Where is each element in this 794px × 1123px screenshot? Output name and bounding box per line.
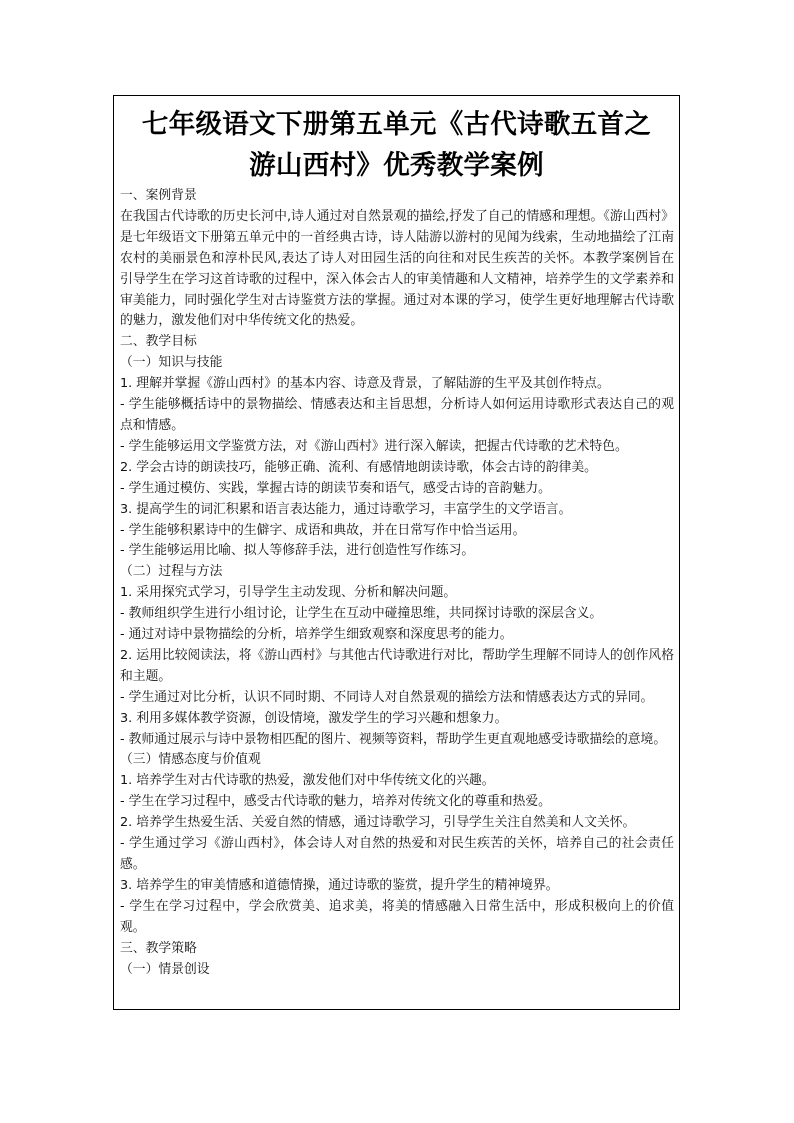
list-item: - 学生能够运用比喻、拟人等修辞手法，进行创造性写作练习。 [120, 543, 475, 559]
list-item: - 学生通过学习《游山西村》，体会诗人对自然的热爱和对民生疾苦的关怀，培养自己的社会责任感。 [120, 836, 674, 872]
title-line-1: 七年级语文下册第五单元《古代诗歌五首之 [141, 109, 652, 140]
subheading-knowledge-skills: （一）知识与技能 [120, 355, 223, 371]
list-item: - 通过对诗中景物描绘的分析，培养学生细致观察和深度思考的能力。 [120, 627, 513, 643]
list-item: - 教师通过展示与诗中景物相匹配的图片、视频等资料，帮助学生更直观地感受诗歌描绘的意境。 [120, 731, 667, 747]
list-item: 3. 提高学生的词汇积累和语言表达能力，通过诗歌学习，丰富学生的文学语言。 [120, 501, 572, 517]
subheading-process-methods: （二）过程与方法 [120, 564, 223, 580]
subheading-values: （三）情感态度与价值观 [120, 752, 261, 768]
section-heading-background: 一、案例背景 [120, 188, 197, 203]
document-title [114, 96, 679, 186]
list-item: - 学生能够概括诗中的景物描绘、情感表达和主旨思想，分析诗人如何运用诗歌形式表达自己的观点和情感。 [120, 397, 674, 433]
background-paragraph: 在我国古代诗歌的历史长河中,诗人通过对自然景观的描绘,抒发了自己的情感和理想。《游山西村》是七年级语文下册第五单元中的一首经典古诗，诗人陆游以游村的见闻为线索，生动地描绘了江南农村的美丽景色和淳朴民风,表达了诗人对田园生活的向往和对民生疾苦的关怀。本教学案例旨在引导学生在学习这首诗歌的过程中，深入体会古人的审美情趣和人文精神，培养学生的文学素养和审美能力，同时强化学生对古诗鉴赏方法的掌握。通过对本课的学习，使学生更好地理解古代诗歌的魅力，激发他们对中华传统文化的热爱。 [120, 208, 674, 329]
list-item: - 学生通过模仿、实践，掌握古诗的朗读节奏和语气，感受古诗的音韵魅力。 [120, 480, 551, 496]
list-item: 1. 采用探究式学习，引导学生主动发现、分析和解决问题。 [120, 585, 457, 601]
document-table [113, 95, 680, 1010]
list-item: - 学生能够积累诗中的生僻字、成语和典故，并在日常写作中恰当运用。 [120, 522, 526, 538]
list-item: - 学生在学习过程中，感受古代诗歌的魅力，培养对传统文化的尊重和热爱。 [120, 794, 551, 810]
list-item: 3. 利用多媒体教学资源，创设情境，激发学生的学习兴趣和想象力。 [120, 710, 508, 726]
section-heading-strategies: 三、教学策略 [120, 940, 197, 956]
list-item: - 学生通过对比分析，认识不同时期、不同诗人对自然景观的描绘方法和情感表达方式的异同。 [120, 689, 654, 705]
list-item: 1. 理解并掌握《游山西村》的基本内容、诗意及背景，了解陆游的生平及其创作特点。 [120, 376, 610, 392]
list-item: - 教师组织学生进行小组讨论，让学生在互动中碰撞思维，共同探讨诗歌的深层含义。 [120, 606, 603, 622]
list-item: 2. 运用比较阅读法，将《游山西村》与其他古代诗歌进行对比，帮助学生理解不同诗人的创作风格和主题。 [120, 647, 674, 684]
list-item: 2. 学会古诗的朗读技巧，能够正确、流利、有感情地朗读诗歌，体会古诗的韵律美。 [120, 459, 597, 475]
document-body [114, 186, 679, 980]
section-heading-objectives: 二、教学目标 [120, 334, 197, 350]
subheading-scenario-creation: （一）情景创设 [120, 961, 210, 977]
title-line-2: 游山西村》优秀教学案例 [249, 150, 544, 181]
list-item: 1. 培养学生对古代诗歌的热爱，激发他们对中华传统文化的兴趣。 [120, 773, 495, 789]
list-item: - 学生在学习过程中，学会欣赏美、追求美，将美的情感融入日常生活中，形成积极向上的价值观。 [120, 898, 674, 935]
list-item: 3. 培养学生的审美情感和道德情操，通过诗歌的鉴赏，提升学生的精神境界。 [120, 877, 559, 893]
list-item: - 学生能够运用文学鉴赏方法，对《游山西村》进行深入解读，把握古代诗歌的艺术特色。 [120, 438, 628, 454]
list-item: 2. 培养学生热爱生活、关爱自然的情感，通过诗歌学习，引导学生关注自然美和人文关怀。 [120, 815, 636, 831]
